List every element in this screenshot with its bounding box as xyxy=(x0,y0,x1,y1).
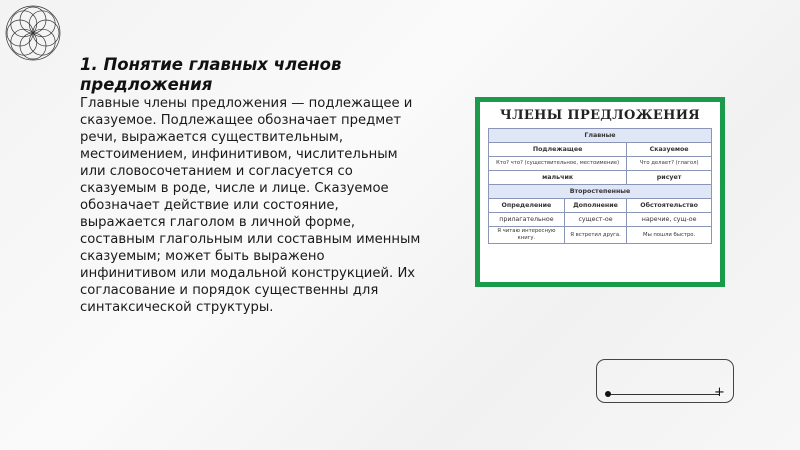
subject-example: мальчик xyxy=(489,171,627,185)
slider-knob-icon[interactable] xyxy=(605,391,611,397)
adverbial-example: Мы пошли быстро. xyxy=(627,227,712,244)
attribute-example: Я читаю интересную книгу. xyxy=(489,227,565,244)
object-label: Дополнение xyxy=(564,199,626,213)
members-of-sentence-figure xyxy=(475,97,725,287)
object-example: Я встретил друга. xyxy=(564,227,626,244)
plus-icon[interactable]: + xyxy=(714,385,725,400)
figure-title: ЧЛЕНЫ ПРЕДЛОЖЕНИЯ xyxy=(499,108,701,123)
zoom-slider-widget[interactable] xyxy=(596,359,734,403)
secondary-members-header: Второстепенные xyxy=(489,185,712,199)
attribute-label: Определение xyxy=(489,199,565,213)
main-members-header: Главные xyxy=(489,129,712,143)
subject-question: Кто? что? (существительное, местоимение) xyxy=(489,157,627,171)
members-table xyxy=(488,128,712,244)
predicate-label: Сказуемое xyxy=(627,143,712,157)
predicate-example: рисует xyxy=(627,171,712,185)
adverbial-label: Обстоятельство xyxy=(627,199,712,213)
object-pos: сущест-ое xyxy=(564,213,626,227)
adverbial-pos: наречие, сущ-ое xyxy=(627,213,712,227)
figure-inner xyxy=(480,102,720,282)
subject-label: Подлежащее xyxy=(489,143,627,157)
attribute-pos: прилагательное xyxy=(489,213,565,227)
ornament-icon xyxy=(2,2,64,64)
slider-track[interactable] xyxy=(608,394,720,395)
slide-body-text: Главные члены предложения — подлежащее и сказуемое. Подлежащее обозначает предмет речи, выражается существительным, местоимением, инфинитивом, числительным или словосочетанием и согласуется со сказуемым в роде, числе и лице. Сказуемое обозначает действие или состояние, выражается глаголом в личной форме, составным глагольным или составным именным сказуемым; может быть выражено инфинитивом или модальной конструкцией. Их согласование и порядок существенны для синтаксической структуры. xyxy=(80,96,421,315)
predicate-question: Что делает? (глагол) xyxy=(627,157,712,171)
slide-title: 1. Понятие главных членов предложения xyxy=(80,55,342,94)
